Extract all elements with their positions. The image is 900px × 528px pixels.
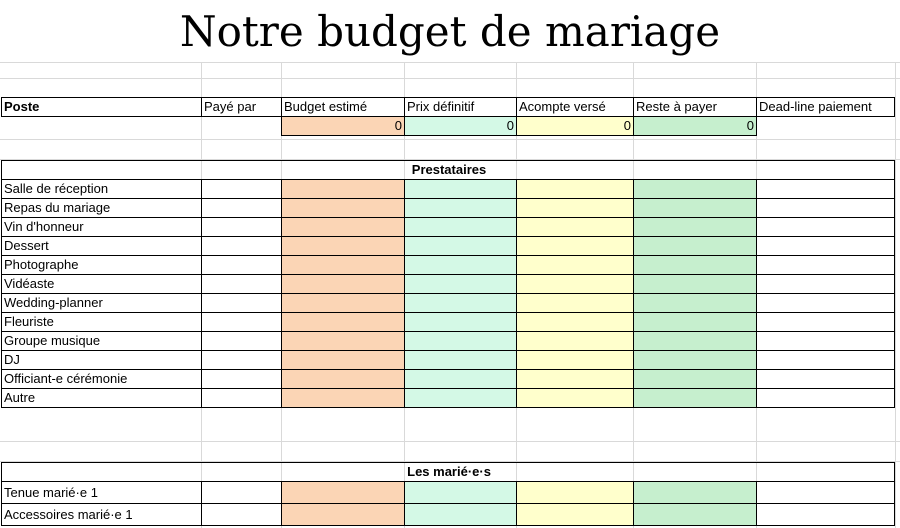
section-prestataires [1, 160, 895, 408]
cell[interactable] [517, 370, 634, 389]
table-row [2, 389, 895, 408]
cell[interactable] [757, 389, 895, 408]
cell[interactable] [282, 351, 405, 370]
total-prix-cell[interactable]: 0 [405, 117, 517, 136]
cell[interactable] [757, 313, 895, 332]
cell[interactable] [405, 332, 517, 351]
header-paye-par[interactable]: Payé par [202, 98, 282, 117]
table-row [2, 294, 895, 313]
table-row [2, 504, 895, 526]
total-acompte-cell[interactable]: 0 [517, 117, 634, 136]
cell[interactable] [202, 237, 282, 256]
cell[interactable] [202, 351, 282, 370]
cell[interactable] [405, 294, 517, 313]
grid-line [0, 78, 900, 79]
cell[interactable] [282, 370, 405, 389]
cell[interactable] [634, 199, 757, 218]
cell[interactable] [282, 294, 405, 313]
cell[interactable] [634, 256, 757, 275]
cell[interactable] [634, 504, 757, 526]
cell[interactable] [282, 275, 405, 294]
cell[interactable] [517, 332, 634, 351]
cell[interactable] [634, 294, 757, 313]
cell[interactable] [634, 237, 757, 256]
cell[interactable] [405, 275, 517, 294]
table-row [2, 370, 895, 389]
header-budget[interactable]: Budget estimé [282, 98, 405, 117]
row-label[interactable]: Repas du mariage [2, 199, 202, 218]
row-label[interactable]: Tenue marié·e 1 [2, 482, 202, 504]
cell[interactable] [517, 313, 634, 332]
cell[interactable] [202, 370, 282, 389]
header-reste[interactable]: Reste à payer [634, 98, 757, 117]
cell[interactable] [757, 370, 895, 389]
row-label[interactable]: Wedding-planner [2, 294, 202, 313]
cell[interactable] [202, 389, 282, 408]
header-prix[interactable]: Prix définitif [405, 98, 517, 117]
cell[interactable] [405, 389, 517, 408]
table-row [2, 237, 895, 256]
cell[interactable] [202, 313, 282, 332]
header-deadline[interactable]: Dead-line paiement [757, 98, 895, 117]
table-row [2, 275, 895, 294]
header-table [1, 97, 895, 136]
row-label[interactable]: Accessoires marié·e 1 [2, 504, 202, 526]
cell[interactable] [282, 332, 405, 351]
cell[interactable] [517, 218, 634, 237]
cell[interactable] [202, 218, 282, 237]
cell[interactable] [757, 504, 895, 526]
cell[interactable] [634, 482, 757, 504]
cell[interactable] [282, 237, 405, 256]
cell[interactable] [757, 180, 895, 199]
total-budget-cell[interactable]: 0 [282, 117, 405, 136]
cell[interactable] [517, 294, 634, 313]
grid-line [0, 139, 900, 140]
cell[interactable] [757, 199, 895, 218]
row-label[interactable]: Photographe [2, 256, 202, 275]
cell[interactable] [634, 313, 757, 332]
cell[interactable] [282, 180, 405, 199]
cell[interactable] [634, 370, 757, 389]
cell[interactable] [202, 294, 282, 313]
row-label[interactable]: Dessert [2, 237, 202, 256]
cell[interactable] [757, 332, 895, 351]
cell[interactable] [282, 218, 405, 237]
cell[interactable] [757, 482, 895, 504]
cell[interactable] [757, 237, 895, 256]
section-title-row [2, 161, 895, 180]
table-row [2, 218, 895, 237]
cell[interactable] [282, 504, 405, 526]
cell[interactable] [757, 256, 895, 275]
cell[interactable] [405, 199, 517, 218]
row-label[interactable]: Fleuriste [2, 313, 202, 332]
cell[interactable] [517, 504, 634, 526]
cell[interactable] [517, 482, 634, 504]
cell[interactable] [634, 332, 757, 351]
cell[interactable] [2, 117, 202, 136]
cell[interactable] [405, 313, 517, 332]
cell[interactable] [757, 275, 895, 294]
row-label[interactable]: Autre [2, 389, 202, 408]
totals-row [2, 117, 895, 136]
cell[interactable] [202, 117, 282, 136]
cell[interactable] [517, 275, 634, 294]
cell[interactable] [202, 482, 282, 504]
cell[interactable] [634, 351, 757, 370]
section-title[interactable]: Les marié·e·s [2, 463, 895, 482]
table-row [2, 199, 895, 218]
cell[interactable] [202, 275, 282, 294]
cell[interactable] [634, 218, 757, 237]
cell[interactable] [634, 180, 757, 199]
table-row [2, 180, 895, 199]
grid-line [0, 441, 900, 442]
cell[interactable] [757, 218, 895, 237]
header-acompte[interactable]: Acompte versé [517, 98, 634, 117]
cell[interactable] [405, 504, 517, 526]
cell[interactable] [405, 351, 517, 370]
cell[interactable] [517, 237, 634, 256]
row-label[interactable]: Vidéaste [2, 275, 202, 294]
table-row [2, 313, 895, 332]
cell[interactable] [517, 351, 634, 370]
cell[interactable] [282, 256, 405, 275]
section-title-row [2, 463, 895, 482]
cell[interactable] [405, 482, 517, 504]
cell[interactable] [405, 237, 517, 256]
cell[interactable] [517, 180, 634, 199]
cell[interactable] [405, 180, 517, 199]
section-title[interactable]: Prestataires [2, 161, 895, 180]
table-row [2, 482, 895, 504]
cell[interactable] [202, 256, 282, 275]
cell[interactable] [517, 256, 634, 275]
cell[interactable] [517, 199, 634, 218]
cell[interactable] [634, 275, 757, 294]
grid-line [895, 0, 896, 528]
cell[interactable] [202, 332, 282, 351]
section-maries [1, 462, 895, 526]
cell[interactable] [405, 218, 517, 237]
cell[interactable] [757, 294, 895, 313]
page-title: Notre budget de mariage [0, 0, 900, 62]
row-label[interactable]: Groupe musique [2, 332, 202, 351]
row-label[interactable]: Officiant-e cérémonie [2, 370, 202, 389]
header-poste[interactable]: Poste [2, 98, 202, 117]
cell[interactable] [202, 504, 282, 526]
cell[interactable] [282, 482, 405, 504]
cell[interactable] [282, 199, 405, 218]
grid-line [0, 62, 900, 63]
table-row [2, 256, 895, 275]
column-header-row [2, 98, 895, 117]
table-row [2, 351, 895, 370]
row-label[interactable]: DJ [2, 351, 202, 370]
cell[interactable] [282, 313, 405, 332]
cell[interactable] [634, 389, 757, 408]
total-reste-cell[interactable]: 0 [634, 117, 757, 136]
cell[interactable] [405, 256, 517, 275]
cell[interactable] [517, 389, 634, 408]
row-label[interactable]: Salle de réception [2, 180, 202, 199]
cell[interactable] [405, 370, 517, 389]
row-label[interactable]: Vin d'honneur [2, 218, 202, 237]
table-row [2, 332, 895, 351]
cell[interactable] [757, 117, 895, 136]
cell[interactable] [202, 180, 282, 199]
cell[interactable] [757, 351, 895, 370]
cell[interactable] [282, 389, 405, 408]
cell[interactable] [202, 199, 282, 218]
